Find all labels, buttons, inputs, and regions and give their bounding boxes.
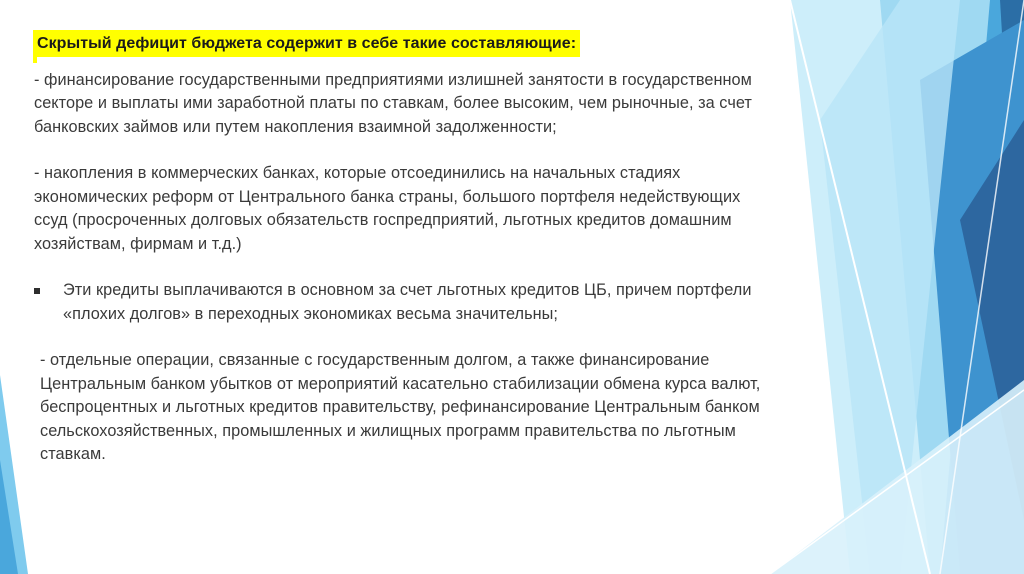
bullet-item — [34, 279, 774, 326]
bullet-text: Эти кредиты выплачиваются в основном за счет льготных кредитов ЦБ, причем портфели «плохих долгов» в переходных экономиках весьма значительны; — [63, 281, 752, 323]
paragraph-4: - отдельные операции, связанные с государственным долгом, а также финансирование Центральным банком убытков от мероприятий касательно стабилизации обмена курса валют, беспроцентных и льготных кредитов правительству, рефинансирование Центральным банком сельскохозяйственных, промышленных и жилищных программ правительства по льготным ставкам. — [40, 351, 761, 463]
slide-content — [34, 30, 774, 467]
paragraph-1: - финансирование государственными предприятиями излишней занятости в государственном секторе и выплаты ими заработной платы по ставкам, более высоким, чем рыночные, за счет банковских займов или путем накопления взаимной задолженности; — [34, 70, 752, 136]
paragraph-2: - накопления в коммерческих банках, которые отсоединились на начальных стадиях экономических реформ от Центрального банка страны, большого портфеля недействующих ссуд (просроченных долговых обязательств госпредприятий, льготных кредитов домашним хозяйствам, фирмам и т.д.) — [34, 164, 741, 253]
square-bullet-icon — [34, 288, 40, 294]
slide-title: Скрытый дефицит бюджета содержит в себе такие составляющие: — [33, 30, 580, 57]
